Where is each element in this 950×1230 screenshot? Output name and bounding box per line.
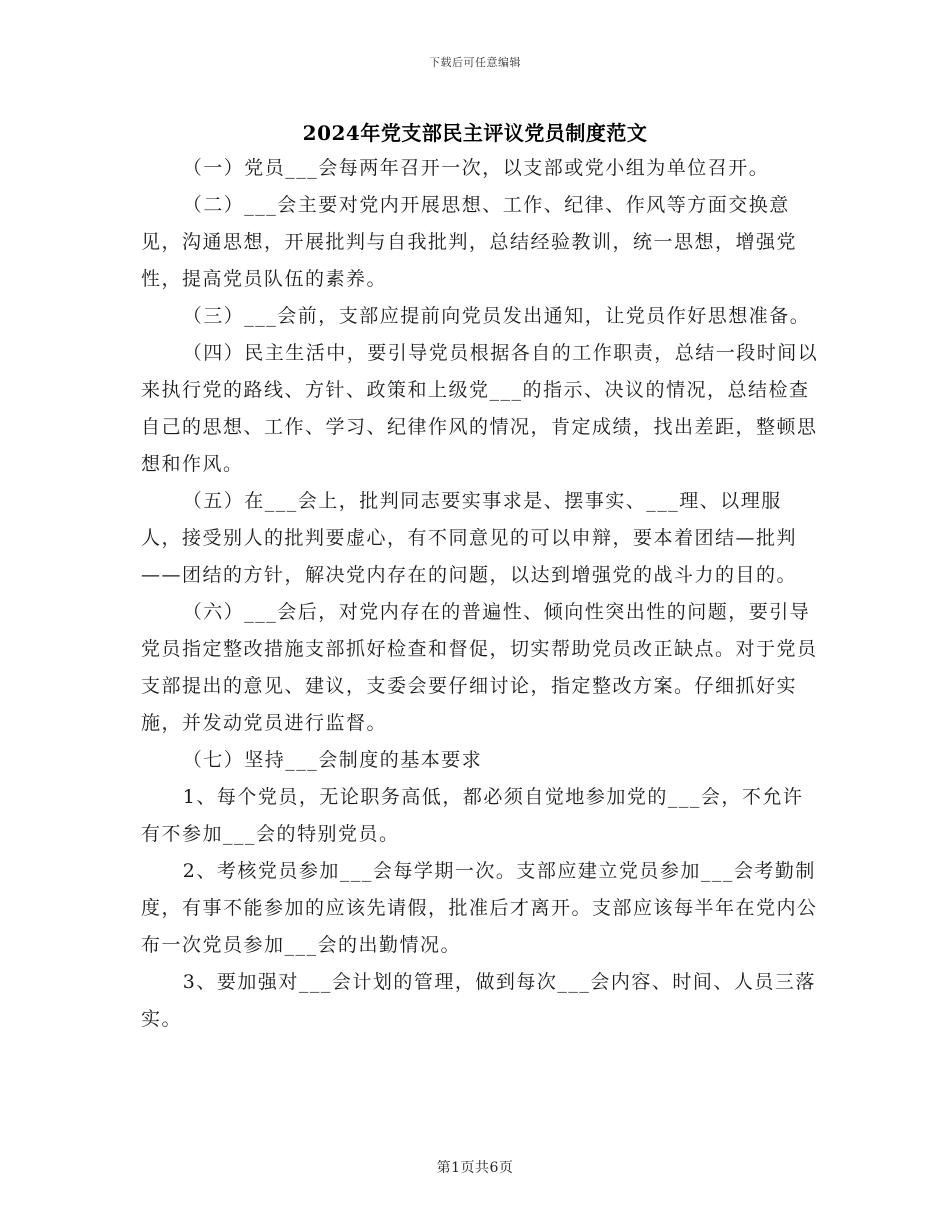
paragraph-8: 1、每个党员，无论职务高低，都必须自觉地参加党的___会，不允许有不参加___会的特别党员。 bbox=[141, 786, 804, 845]
page-footer: 第1页共6页 bbox=[436, 1160, 514, 1176]
page-header: 下载后可任意编辑 bbox=[429, 56, 521, 69]
paragraph-1: （一）党员___会每两年召开一次，以支部或党小组为单位召开。 bbox=[182, 157, 770, 179]
paragraph-4: （四）民主生活中，要引导党员根据各自的工作职责，总结一段时间以来执行党的路线、方针、政策和上级党___的指示、决议的情况，总结检查自己的思想、工作、学习、纪律作风的情况，肯定成绩，找出差距，整顿思想和作风。 bbox=[141, 342, 819, 475]
paragraph-5: （五）在___会上，批判同志要实事求是、摆事实、___理、以理服人，接受别人的批判要虚心，有不同意见的可以申辩，要本着团结—批判——团结的方针，解决党内存在的问题，以达到增强党的战斗力的目的。 bbox=[141, 490, 798, 586]
paragraph-3: （三）___会前，支部应提前向党员发出通知，让党员作好思想准备。 bbox=[182, 305, 811, 327]
document-title: 2024年党支部民主评议党员制度范文 bbox=[302, 121, 648, 145]
paragraph-2: （二）___会主要对党内开展思想、工作、纪律、作风等方面交换意见，沟通思想，开展批判与自我批判，总结经验教训，统一思想，增强党性，提高党员队伍的素养。 bbox=[141, 194, 798, 290]
paragraph-6: （六）___会后，对党内存在的普遍性、倾向性突出性的问题，要引导党员指定整改措施支部抓好检查和督促，切实帮助党员改正缺点。对于党员支部提出的意见、建议，支委会要仔细讨论，指定整改方案。仔细抓好实施，并发动党员进行监督。 bbox=[141, 601, 818, 734]
paragraph-9: 2、考核党员参加___会每学期一次。支部应建立党员参加___会考勤制度，有事不能参加的应该先请假，批准后才离开。支部应该每半年在党内公布一次党员参加___会的出勤情况。 bbox=[141, 860, 818, 956]
document-body bbox=[141, 150, 821, 1038]
paragraph-7: （七）坚持___会制度的基本要求 bbox=[182, 749, 483, 771]
paragraph-10: 3、要加强对___会计划的管理，做到每次___会内容、时间、人员三落实。 bbox=[141, 971, 816, 1030]
